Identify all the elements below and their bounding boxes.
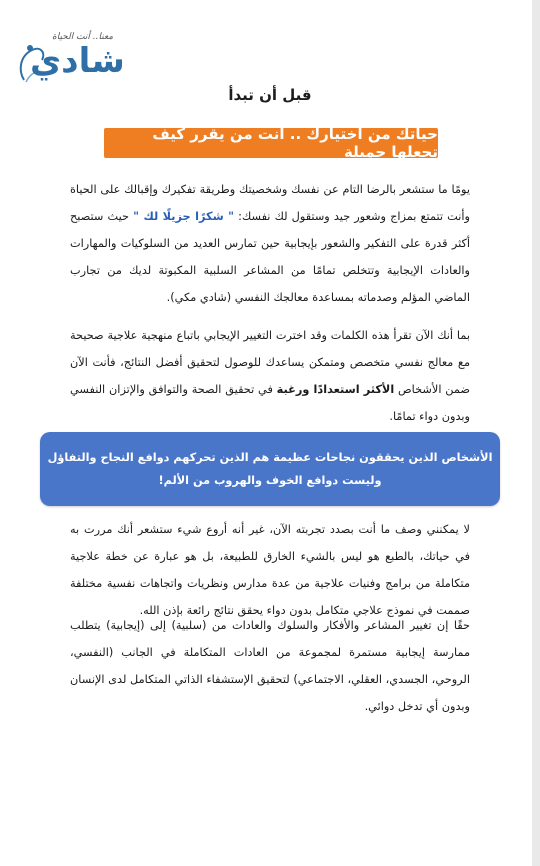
paragraph-2-text-start: بما أنك الآن تقرأ هذه الكلمات وقد اخترت التغيير الإيجابي باتباع منهجية علاجية صحيحة مع معالج نفسي متخصص ومتمكن يساعدك للوصول لتحقيق أفضل النتائج، فأنت الآن ضمن الأشخاص <box>70 329 470 396</box>
headline-banner: حياتك من اختيارك .. أنت من يقرر كيف تجعلها جميلة <box>104 128 438 158</box>
quote-line-1: الأشخاص الذين يحققون نجاحات عظيمة هم الذين تحركهم دوافع النجاح والتفاؤل <box>47 451 493 464</box>
paragraph-2-bold: الأكثر استعدادًا ورغبة <box>276 383 395 396</box>
logo-wordmark: شادي <box>30 41 125 81</box>
paragraph-1-text-start: يومًا ما ستشعر بالرضا التام عن نفسك وشخصيتك وطريقة تفكيرك وإقبالك على الحياة وأنت تتمتع بمزاج وشعور جيد وستقول لك نفسك: <box>70 183 470 223</box>
paragraph-1-text-end: حيث ستصبح أكثر قدرة على التفكير والشعور بإيجابية حين تمارس العديد من السلوكيات والمهارات والعادات الإيجابية وتتخلص تمامًا من المشاعر السلبية المكبوتة لديك من تجارب الماضي المؤلم وصدماته بمساعدة معالجك النفسي (شادي مكي). <box>70 210 470 304</box>
paragraph-2-text-end: في تحقيق الصحة والتوافق والإتزان النفسي وبدون دواء تمامًا. <box>70 383 470 423</box>
page-title: قبل أن تبدأ <box>228 86 312 104</box>
paragraph-3: لا يمكنني وصف ما أنت بصدد تجربته الآن، غير أنه أروع شيء ستشعر أنك مررت به في حياتك، بالطبع هو ليس بالشيء الخارق للطبيعة، بل هو عبارة عن خطة علاجية متكاملة من برامج وفنيات علاجية من عدة مدارس ونظريات واتجاهات نفسية مختلفة صممت في نموذج علاجي متكامل بدون دواء يحقق نتائج رائعة بإذن الله. <box>70 523 470 617</box>
quote-line-2: وليست دوافع الخوف والهروب من الألم! <box>158 474 382 487</box>
paragraph-2 <box>70 322 470 430</box>
paragraph-1 <box>70 176 470 311</box>
shadi-logo <box>16 30 125 94</box>
paragraph-4: حقًا إن تغيير المشاعر والأفكار والسلوك والعادات من (سلبية) إلى (إيجابية) يتطلب ممارسة إيجابية مستمرة لمجموعة من العادات المتكاملة في الجانب (النفسي، الروحي، الجسدي، العقلي، الاجتماعي) لتحقيق الإستشفاء الذاتي المتكامل لدى الإنسان وبدون أي تدخل دوائي. <box>70 619 470 713</box>
quote-box <box>40 432 500 506</box>
paragraph-1-highlight: " شكرًا جزيلًا لك " <box>133 210 235 223</box>
logo-tagline: معنا.. أنت الحياة <box>52 32 114 42</box>
